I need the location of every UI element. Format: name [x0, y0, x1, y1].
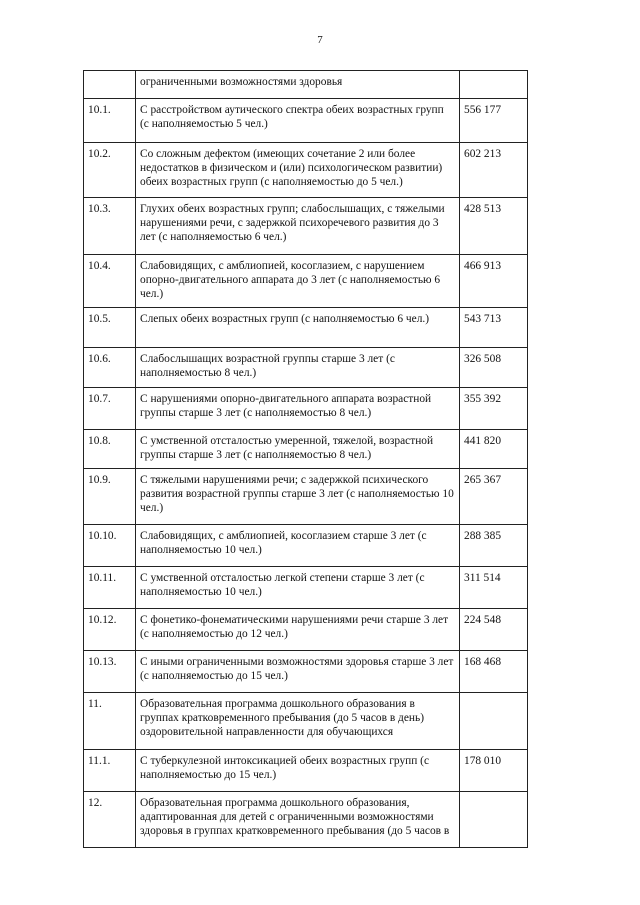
row-value: 326 508 [460, 348, 528, 388]
row-number: 10.10. [84, 525, 136, 567]
table-row [84, 99, 528, 143]
table-row [84, 430, 528, 469]
tariff-table [83, 70, 528, 848]
row-description: Слепых обеих возрастных групп (с наполняемостью 6 чел.) [136, 308, 460, 348]
row-number: 10.2. [84, 143, 136, 198]
row-description: Образовательная программа дошкольного образования в группах кратковременного пребывания (до 5 часов в день) оздоровительной направленности для обучающихся [136, 693, 460, 750]
table-row [84, 469, 528, 525]
row-number: 10.1. [84, 99, 136, 143]
row-number [84, 71, 136, 99]
row-number: 12. [84, 792, 136, 848]
table-row [84, 651, 528, 693]
row-value: 543 713 [460, 308, 528, 348]
row-number: 10.4. [84, 255, 136, 308]
row-value: 556 177 [460, 99, 528, 143]
row-number: 11.1. [84, 750, 136, 792]
row-number: 10.3. [84, 198, 136, 255]
table-row [84, 567, 528, 609]
table-row [84, 750, 528, 792]
row-description: Глухих обеих возрастных групп; слабослышащих, с тяжелыми нарушениями речи, с задержкой психоречевого развития до 3 лет (с наполняемостью 6 чел.) [136, 198, 460, 255]
page-number: 7 [317, 34, 323, 46]
row-number: 10.9. [84, 469, 136, 525]
row-description: Со сложным дефектом (имеющих сочетание 2 или более недостатков в физическом и (или) психологическом развитии) обеих возрастных групп (с наполняемостью до 5 чел.) [136, 143, 460, 198]
row-number: 11. [84, 693, 136, 750]
row-description: С умственной отсталостью легкой степени старше 3 лет (с наполняемостью 10 чел.) [136, 567, 460, 609]
row-value: 441 820 [460, 430, 528, 469]
table-row [84, 525, 528, 567]
row-value: 311 514 [460, 567, 528, 609]
row-description: С тяжелыми нарушениями речи; с задержкой психического развития возрастной группы старше 3 лет (с наполняемостью 10 чел.) [136, 469, 460, 525]
row-value [460, 792, 528, 848]
row-number: 10.5. [84, 308, 136, 348]
table-row [84, 198, 528, 255]
table-row [84, 348, 528, 388]
row-description: С умственной отсталостью умеренной, тяжелой, возрастной группы старше 3 лет (с наполняемостью 8 чел.) [136, 430, 460, 469]
row-number: 10.12. [84, 609, 136, 651]
table-row [84, 255, 528, 308]
table-row [84, 308, 528, 348]
row-number: 10.13. [84, 651, 136, 693]
row-value: 168 468 [460, 651, 528, 693]
table-row [84, 71, 528, 99]
row-description: С фонетико-фонематическими нарушениями речи старше 3 лет (с наполняемостью до 12 чел.) [136, 609, 460, 651]
row-description: Слабовидящих, с амблиопией, косоглазием старше 3 лет (с наполняемостью 10 чел.) [136, 525, 460, 567]
row-number: 10.6. [84, 348, 136, 388]
row-number: 10.7. [84, 388, 136, 430]
row-number: 10.8. [84, 430, 136, 469]
table-row [84, 693, 528, 750]
row-description: Образовательная программа дошкольного образования, адаптированная для детей с ограниченными возможностями здоровья в группах кратковременного пребывания (до 5 часов в [136, 792, 460, 848]
row-value: 466 913 [460, 255, 528, 308]
table-row [84, 609, 528, 651]
row-description: ограниченными возможностями здоровья [136, 71, 460, 99]
row-description: С туберкулезной интоксикацией обеих возрастных групп (с наполняемостью до 15 чел.) [136, 750, 460, 792]
row-description: Слабослышащих возрастной группы старше 3 лет (с наполняемостью 8 чел.) [136, 348, 460, 388]
row-value: 224 548 [460, 609, 528, 651]
row-description: С нарушениями опорно-двигательного аппарата возрастной группы старше 3 лет (с наполняемостью 8 чел.) [136, 388, 460, 430]
table-row [84, 792, 528, 848]
row-value [460, 71, 528, 99]
row-value: 428 513 [460, 198, 528, 255]
table-row [84, 388, 528, 430]
row-value: 178 010 [460, 750, 528, 792]
row-value: 288 385 [460, 525, 528, 567]
row-value: 355 392 [460, 388, 528, 430]
row-description: С расстройством аутического спектра обеих возрастных групп (с наполняемостью 5 чел.) [136, 99, 460, 143]
table-row [84, 143, 528, 198]
row-value [460, 693, 528, 750]
row-number: 10.11. [84, 567, 136, 609]
row-value: 265 367 [460, 469, 528, 525]
row-description: Слабовидящих, с амблиопией, косоглазием, с нарушением опорно-двигательного аппарата до 3 лет (с наполняемостью 6 чел.) [136, 255, 460, 308]
row-value: 602 213 [460, 143, 528, 198]
row-description: С иными ограниченными возможностями здоровья старше 3 лет (с наполняемостью до 15 чел.) [136, 651, 460, 693]
